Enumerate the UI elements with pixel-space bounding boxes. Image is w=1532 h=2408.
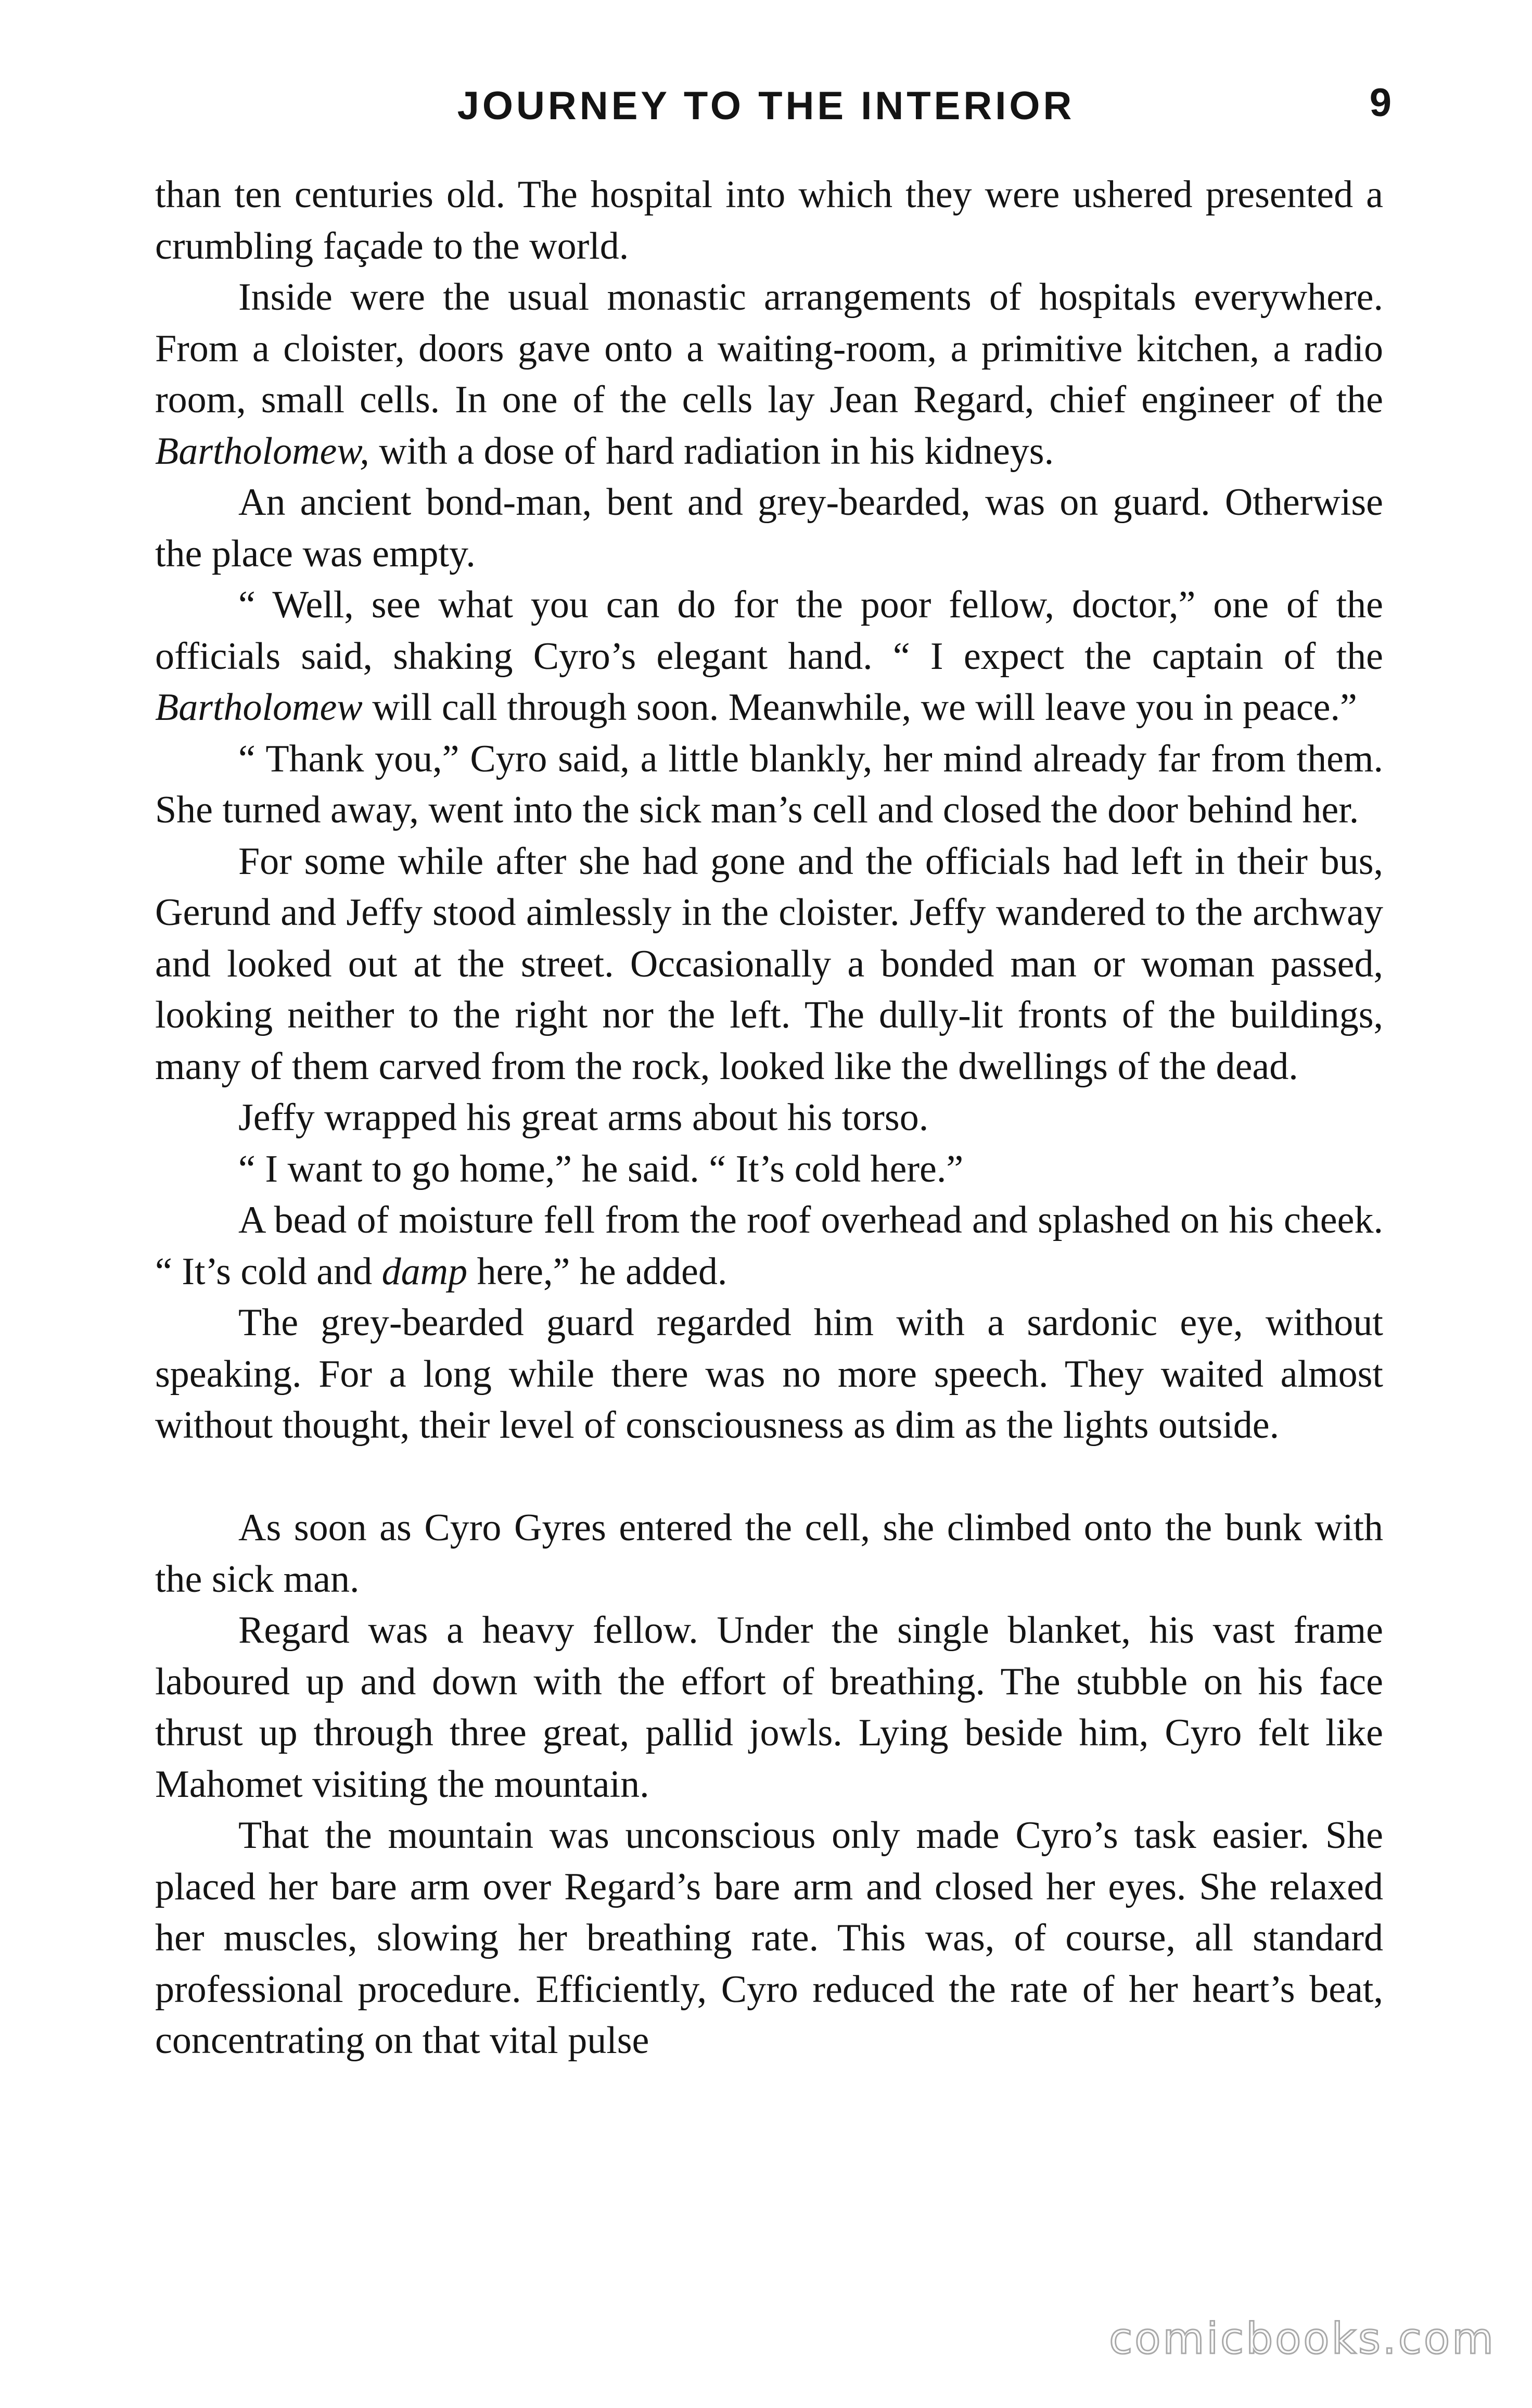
running-head	[0, 78, 1532, 135]
italic-text: damp	[381, 1250, 468, 1293]
text-segment: with a dose of hard radiation in his kidneys.	[369, 429, 1054, 473]
text-segment: here,” he added.	[467, 1250, 727, 1293]
text-segment: Jeffy wrapped his great arms about his torso.	[238, 1096, 929, 1139]
paragraph	[155, 169, 1383, 272]
text-segment: “ Thank you,” Cyro said, a little blankly, her mind already far from them. She turned away, went into the sick man’s cell and closed the door behind her.	[155, 737, 1383, 831]
text-segment: As soon as Cyro Gyres entered the cell, she climbed onto the bunk with the sick man.	[155, 1506, 1383, 1601]
text-segment: That the mountain was unconscious only made Cyro’s task easier. She placed her bare arm over Regard’s bare arm and closed her eyes. She relaxed her muscles, slowing her breathing rate. This was, of course, all standard professional procedure. Efficiently, Cyro reduced the rate of her heart’s beat, concentrating on that vital pulse	[155, 1814, 1383, 2062]
text-segment: Regard was a heavy fellow. Under the single blanket, his vast frame laboured up and down with the effort of breathing. The stubble on his face thrust up through three great, pallid jowls. Lying beside him, Cyro felt like Mahomet visiting the mountain.	[155, 1609, 1383, 1806]
text-segment: Inside were the usual monastic arrangements of hospitals everywhere. From a cloister, doors gave onto a waiting-room, a primitive kitchen, a radio room, small cells. In one of the cells lay Jean Regard, chief engineer of the	[155, 276, 1383, 421]
text-segment: A bead of moisture fell from the roof overhead and splashed on his cheek. “ It’s cold and	[155, 1199, 1383, 1293]
paragraph	[155, 1810, 1383, 2067]
paragraph	[155, 1502, 1383, 1605]
paragraph	[155, 579, 1383, 733]
text-segment: An ancient bond-man, bent and grey-bearded, was on guard. Otherwise the place was empty.	[155, 481, 1383, 575]
text-segment: For some while after she had gone and the officials had left in their bus, Gerund and Jeffy stood aimlessly in the cloister. Jeffy wandered to the archway and looked out at the street. Occasionally a bonded man or woman passed, looking neither to the right nor the left. The dully-lit fronts of the buildings, many of them carved from the rock, looked like the dwellings of the dead.	[155, 840, 1383, 1088]
paragraph	[155, 1092, 1383, 1144]
italic-text: Bartholomew	[155, 686, 363, 729]
paragraph	[155, 733, 1383, 836]
paragraph	[155, 1297, 1383, 1451]
italic-text: Bartholomew,	[155, 429, 369, 473]
text-segment: “ I want to go home,” he said. “ It’s cold here.”	[238, 1147, 964, 1190]
paragraph	[155, 836, 1383, 1093]
watermark: comicbooks.com	[1109, 2314, 1496, 2364]
body-text	[155, 169, 1383, 2067]
paragraph	[155, 1605, 1383, 1810]
paragraph	[155, 1195, 1383, 1297]
running-title: JOURNEY TO THE INTERIOR	[457, 84, 1075, 128]
text-segment: “ Well, see what you can do for the poor fellow, doctor,” one of the officials said, shaking Cyro’s elegant hand. “ I expect the captain of the	[155, 584, 1383, 678]
text-segment: than ten centuries old. The hospital into which they were ushered presented a crumbling façade to the world.	[155, 173, 1383, 268]
page-number: 9	[1369, 81, 1391, 125]
text-segment: The grey-bearded guard regarded him with a sardonic eye, without speaking. For a long while there was no more speech. They waited almost without thought, their level of consciousness as dim as the lights outside.	[155, 1301, 1383, 1447]
paragraph	[155, 1144, 1383, 1195]
paragraph	[155, 272, 1383, 477]
paragraph	[155, 477, 1383, 579]
text-segment: will call through soon. Meanwhile, we will leave you in peace.”	[362, 686, 1357, 729]
